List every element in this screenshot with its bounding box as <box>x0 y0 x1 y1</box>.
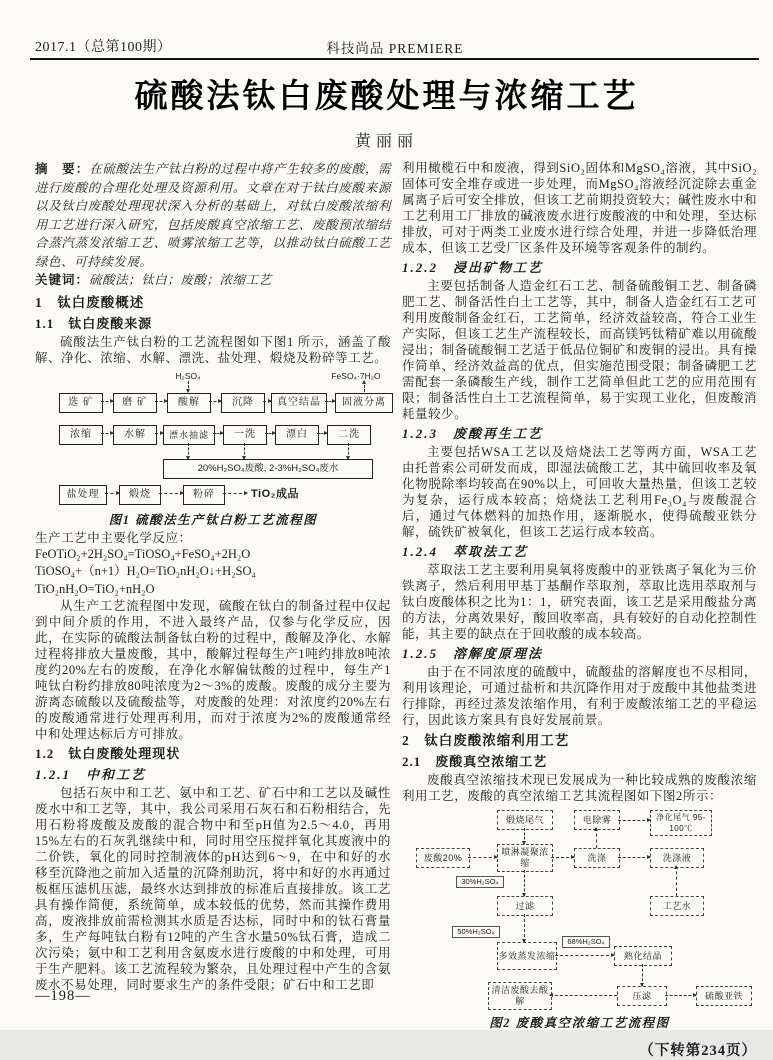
flow-box-waste-acid-water: 20%H₂SO₄废酸, 2-3%H₂SO₄废水 <box>163 459 373 479</box>
two-column-body <box>35 160 757 1060</box>
connector-arrow <box>155 401 167 402</box>
keywords-label: 关键词： <box>35 273 90 287</box>
abstract <box>35 160 391 271</box>
label-30-h2so4: 30%H₂SO₄ <box>456 876 504 888</box>
heading-1-2-1: 1.2.1 中和工艺 <box>35 767 147 782</box>
flow-box-calcination: 煅烧 <box>119 485 161 505</box>
connector-arrow <box>317 433 327 434</box>
heading-1-1: 1.1 钛白废酸来源 <box>35 315 153 331</box>
flow-box-filtration: 过滤 <box>497 896 553 916</box>
heading-1-2-5: 1.2.5 溶解度原理法 <box>402 646 544 661</box>
connector-arrow <box>618 820 650 821</box>
flow-box-bleaching: 漂白 <box>275 425 319 445</box>
connector-arrow <box>618 857 650 858</box>
connector-arrow <box>265 433 275 434</box>
abstract-label: 摘 要： <box>35 162 90 176</box>
connector-arrow <box>596 828 597 848</box>
flow-box-clean-acid-to-acidolysis: 清洁废酸去酸解 <box>488 982 552 1010</box>
reactions-intro: 生产工艺中主要化学反应： <box>35 530 192 545</box>
flow-box-grinding: 磨 矿 <box>113 393 157 413</box>
page-header <box>35 36 755 56</box>
connector-arrow <box>524 828 525 844</box>
connector-arrow <box>524 870 525 896</box>
flow-box-waste-acid-20: 废酸20% <box>416 848 470 868</box>
abstract-text: 在硫酸法生产钛白粉的过程中将产生较多的废酸，需进行废酸的合理化处理及资源利用。文章在对于钛白废酸来源以及钛白废酸处理现状深入分析的基础上，对钛白废酸浓缩利用工艺进行深入研究，包括废酸真空浓缩工艺、废酸预浓缩结合蒸汽蒸发浓缩工艺、喷雾浓缩工艺等，以推动钛白硫酸工艺绿色、可持续发展。 <box>35 162 391 269</box>
keywords-text: 硫酸法；钛白；废酸；浓缩工艺 <box>89 273 272 287</box>
keywords <box>35 271 391 290</box>
connector-arrow <box>364 381 365 392</box>
flow-box-calcination-tail-gas: 煅烧尾气 <box>497 810 553 830</box>
equation-2: TiOSO₄+（n+1）H₂O=TiO₂nH₂O↓+H₂SO₄ <box>35 564 256 578</box>
connector-arrow <box>468 857 497 858</box>
flow-box-vacuum-crystallization: 真空结晶 <box>271 393 327 413</box>
connector-arrow <box>155 433 163 434</box>
connector-arrow <box>555 955 614 956</box>
connector-arrow <box>642 964 643 986</box>
connector-arrow <box>524 914 525 942</box>
connector-arrow <box>188 443 189 459</box>
h2so4-input-label: H₂SO₄ <box>175 370 201 381</box>
paragraph-solubility: 由于在不同浓度的硫酸中，硫酸盐的溶解度也不尽相同，利用该理论，可通过盐析和共沉降作用对于废酸中其他盐类进行排除，再经过蒸发浓缩作用，有利于废酸浓缩工艺的平稳运行，因此该方案具有良好发展前景。 <box>402 665 757 727</box>
right-column <box>402 160 757 1060</box>
label-68-h2so4: 68%H₂SO₄ <box>562 936 610 948</box>
connector-arrow <box>244 443 245 459</box>
header-rule <box>30 58 759 60</box>
flow-box-multi-effect-evaporation: 多效蒸发浓缩 <box>497 942 557 970</box>
paragraph-flow-analysis: 从生产工艺流程图中发现，硫酸在钛白的制备过程中仅起到中间介质的作用，不进入最终产品，仅参与化学反应，因此，在实际的硫酸法制备钛白粉的过程中，酸解及净化、水解过程将排放大量废酸，其中，酸解过程每生产1吨约排放8吨浓度约20%左右的废酸，在净化水解偏钛酸的过程中，每生产1吨钛白粉约排放80吨浓度为2～3%的废酸。废酸的成分主要为游离态硫酸以及硫酸盐等，对废酸的处理：对浓度约20%左右的废酸通常进行处理再利用，而对于浓度为2%的废酸通常经中和处理达标后方可排放。 <box>35 599 391 741</box>
continued-notice: （下转第234页） <box>639 1043 757 1059</box>
connector-arrow <box>159 493 183 494</box>
connector-arrow <box>550 995 617 996</box>
page-number: —198— <box>35 988 91 1004</box>
figure-2-caption: 图2 废酸真空浓缩工艺流程图 <box>489 1016 670 1030</box>
heading-1-2-2: 1.2.2 浸出矿物工艺 <box>402 260 544 275</box>
connector-arrow <box>101 401 113 402</box>
flow-box-process-water: 工艺水 <box>650 896 704 916</box>
connector-arrow <box>188 381 189 392</box>
paragraph-source: 硫酸法生产钛白粉的工艺流程图如下图1 所示，涵盖了酸解、净化、浓缩、水解、漂洗、盐处理、煅烧及粉碎等工艺。 <box>35 334 391 365</box>
paragraph-regeneration: 主要包括WSA工艺以及焙烧法工艺等两方面，WSA工艺由托普索公司研发而成，即湿法硫酸工艺，其中硫回收率及氧化物脱除率均较高在90%以上，可回收大量热量，但该工艺较为复杂，运行成本较高；焙烧法工艺利用Fe₃O₄与废酸混合后，通过气体燃料的加热作用，逐渐脱水，使得硫酸亚铁分解，硫铁矿被氧化，但该工艺运行成本较高。 <box>402 445 757 539</box>
heading-1: 1 钛白废酸概述 <box>35 294 145 310</box>
flow-box-settling: 沉降 <box>221 393 265 413</box>
flow-box-washing-liquid: 洗涤液 <box>650 848 704 868</box>
flow-box-salt-treatment: 盐处理 <box>59 485 107 505</box>
heading-2-1: 2.1 废酸真空浓缩工艺 <box>402 754 548 769</box>
connector-arrow <box>213 433 223 434</box>
flow-box-hydrolysis: 水解 <box>113 425 157 445</box>
connector-arrow <box>223 493 247 494</box>
issue-info: 2017.1（总第100期） <box>35 40 172 55</box>
left-column <box>35 160 391 1060</box>
flow-box-ore-selection: 选 矿 <box>59 393 103 413</box>
feso4-output-label: FeSO₄·7H₂O <box>331 370 381 381</box>
heading-1-2: 1.2 钛白废酸处理现状 <box>35 746 181 761</box>
flow-box-press-filtration: 压滤 <box>617 986 667 1006</box>
heading-2: 2 钛白废酸浓缩利用工艺 <box>402 733 570 748</box>
paragraph-vacuum: 废酸真空浓缩技术现已发展成为一种比较成熟的废酸浓缩利用工艺，废酸的真空浓缩工艺其流程图如下图2所示： <box>402 773 757 803</box>
connector-arrow <box>263 401 271 402</box>
connector-arrow <box>665 995 696 996</box>
connector-arrow <box>209 401 221 402</box>
flow-box-rinse-filtration: 漂水抽滤 <box>163 425 215 445</box>
paragraph-leaching: 主要包括制备人造金红石工艺、制备硫酸铜工艺、制备磷肥工艺、制备活性白土工艺等，其中，制备人造金红石工艺可利用废酸制备金红石，工艺简单，经济效益较高，符合工业生产实际，但该工艺生产流程较长，而高镁钙钛精矿难以用硫酸浸出；制备硫酸铜工艺适于低品位铜矿和废铜的浸出。具有操作简单、经济效益高的优点，但实施范围受限；制备磷肥工艺需配套一条磷酸生产线，制作工艺简单但此工艺的应用范围有限；制备活性白土工艺流程简单，易于实现工业化，但废酸消耗量较少。 <box>402 279 757 421</box>
connector-arrow <box>101 433 113 434</box>
flow-box-aging-crystallization: 熟化结晶 <box>614 946 672 966</box>
paragraph-extraction: 萃取法工艺主要利用臭氧将废酸中的亚铁离子氧化为三价铁离子，然后利用甲基丁基酮作萃取剂，萃取比选用萃取剂与钛白废酸体积之比为1：1，研究表面，该工艺是采用酸盐分离的方法，分离效果好，酸回收率高，具有较好的自动化控制性能，其主要的缺点在于回收酸的成本较高。 <box>402 563 757 641</box>
connector-arrow <box>676 866 677 896</box>
flow-box-ferrous-sulfate: 硫酸亚铁 <box>696 986 752 1006</box>
journal-name: 科技尚品 PREMIERE <box>326 41 464 56</box>
flow-box-spray-concentration: 喷淋凝聚浓缩 <box>497 844 553 872</box>
flow-box-first-wash: 一洗 <box>223 425 267 445</box>
flow-box-acidolysis: 酸解 <box>167 393 211 413</box>
figure-1-caption: 图1 硫酸法生产钛白粉工艺流程图 <box>108 512 318 527</box>
tio2-product-label: TiO₂成品 <box>251 487 300 500</box>
figure-2-flowchart <box>412 810 752 1010</box>
flow-box-second-wash: 二洗 <box>327 425 371 445</box>
heading-1-2-3: 1.2.3 废酸再生工艺 <box>402 426 544 441</box>
connector-arrow <box>348 443 349 459</box>
paragraph-neutralization: 包括石灰中和工艺、氨中和工艺、矿石中和工艺以及碱性废水中和工艺等，其中，我公司采用石灰石和石粉相结合，先用石粉将废酸及废酸的混合物中和至pH值为2.5～4.0，再用15%左右的石灰乳继续中和，同时用空压搅拌氧化其废液中的二价铁，氧化的同时控制液体的pH达到6～9，在中和好的水移至沉降池之前加入适量的沉降剂助沉，将中和好的水再通过板框压滤机压滤，最终水达到排放的标准后直接排放。该工艺具有操作简便，系统简单，成本较低的优势，然而其操作费用高，废液排放前需检测其水质是否达标，同时中和的钛石膏量多，生产每吨钛白粉有12吨的产生含水量50%钛石膏，造成二次污染；氨中和工艺利用含氨废水进行废酸的中和处理，可用于生产肥料。该工艺流程较为繁杂，且处理过程中产生的含氨废水不易处理，同时要求生产的条件受限；矿石中和工艺即 <box>35 786 391 992</box>
label-50-h2so4: 50%H₂SO₄ <box>452 926 500 938</box>
flow-box-electric-demister: 电除雾 <box>574 810 620 830</box>
connector-arrow <box>325 401 335 402</box>
connector-arrow <box>105 493 119 494</box>
equation-3: TiO₂nH₂O=TiO₂+nH₂O <box>35 581 155 596</box>
author-name: 黄丽丽 <box>354 133 418 150</box>
figure-1-flowchart <box>35 371 391 507</box>
flow-box-clean-tail-gas: 净化尾气 95-100℃ <box>650 810 712 836</box>
flow-box-concentration: 浓缩 <box>59 425 103 445</box>
heading-1-2-4: 1.2.4 萃取法工艺 <box>402 544 529 559</box>
article-title: 硫酸法钛白废酸处理与浓缩工艺 <box>134 77 639 114</box>
flow-box-solid-liquid-separation: 固液分离 <box>335 393 393 413</box>
flow-box-washing: 洗涤 <box>574 848 620 868</box>
paragraph-neutralization-cont: 利用橄榄石中和废液，得到SiO₂固体和MgSO₄溶液，其中SiO₂固体可安全堆存或进一步处理，而MgSO₄溶液经沉淀除去重金属离子后可安全排放，但该工艺前期投资较大；碱性废水中和工艺利用工厂排放的碱液废水进行废酸液的中和处理，至达标排放，可对于两类工业废水进行综合处理，并进一步降低治理成本，但该工艺受厂区条件及环境等客观条件的制约。 <box>402 161 757 255</box>
flow-box-crushing: 粉碎 <box>183 485 225 505</box>
equation-1: FeOTiO₂+2H₂SO₄=TiOSO₄+FeSO₄+2H₂O <box>35 546 251 561</box>
connector-arrow <box>551 857 574 858</box>
